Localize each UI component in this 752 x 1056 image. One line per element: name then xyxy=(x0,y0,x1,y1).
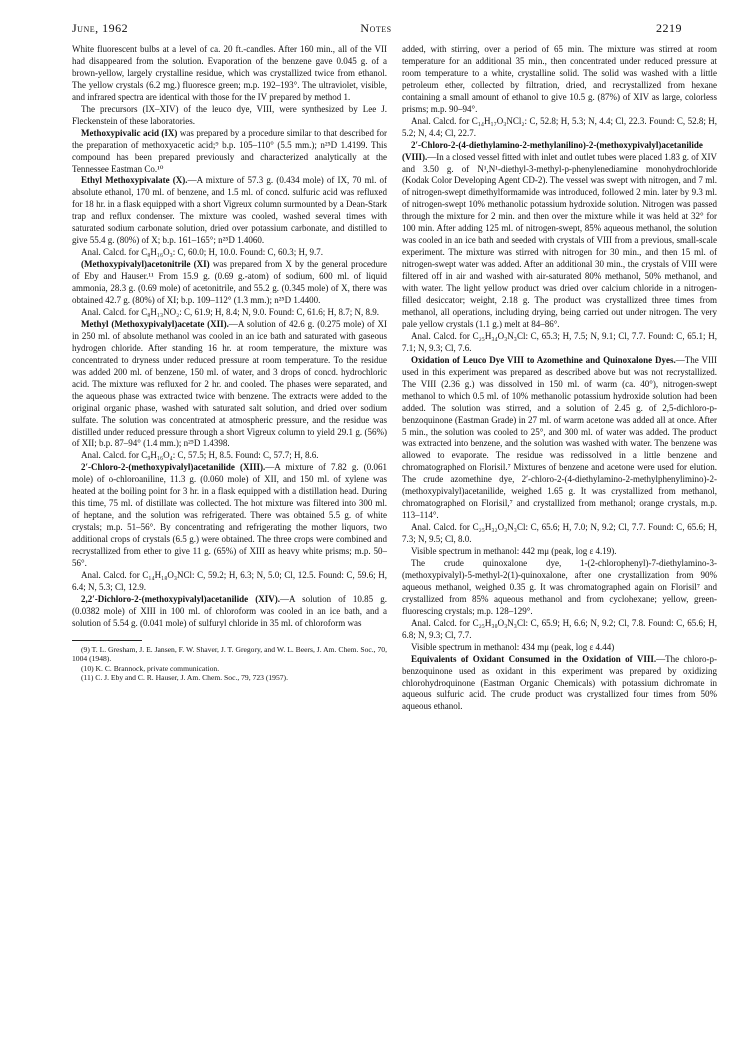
paragraph-text: was prepared by a procedure similar to that described for the preparation of methoxyacetic acid;⁹ b.p. 105–110° (5.5 mm.); n²⁵D 1.4199. This compound has been prepared previously and characterized analytically at the Tennessee Eastman Co.¹⁰ xyxy=(72,127,387,174)
running-header-date: June, 1962 xyxy=(72,21,129,35)
paragraph-text: Anal. Calcd. for C₂₅H₃₀O₃N₃Cl: C, 65.9; H, 6.6; N, 9.2; Cl, 7.8. Found: C, 65.6; H, 6.8; N, 9.3; Cl, 7.7. xyxy=(402,617,717,640)
paragraph-text: Anal. Calcd. for C₂₅H₃₂O₃N₃Cl: C, 65.6; H, 7.0; N, 9.2; Cl, 7.7. Found: C, 65.6; H, 7.3; N, 9.5; Cl, 8.0. xyxy=(402,522,717,545)
paragraph-text: Anal. Calcd. for C₁₄H₁₇O₃NCl₂: C, 52.8; H, 5.3; N, 4.4; Cl, 22.3. Found: C, 52.8; H, 5.2; N, 4.4; Cl, 22.7. xyxy=(402,115,717,138)
footnote: (11) C. J. Eby and C. R. Hauser, J. Am. Chem. Soc., 79, 723 (1957). xyxy=(81,673,288,683)
paragraph-text: White fluorescent bulbs at a level of ca. 20 ft.-candles. After 160 min., all of the VII had disappeared from the solution. Evaporation of the benzene gave 0.045 g. of a brown-yellow, largely crystalline residue, which was crystallized twice from ethanol. The yellow crystals (6.2 mg.) fluoresce green; m.p. 192–193°. The ultraviolet, visible, and infrared spectra are identical with those for the IV prepared by method 1. xyxy=(72,44,387,102)
paragraph-text: The precursors (IX–XIV) of the leuco dye, VIII, were synthesized by Lee J. Fleckenstein of these laboratories. xyxy=(72,103,387,126)
paragraph-text: —The chloro-p-benzoquinone used as oxidant in this experiment was prepared by oxidizing chlorohydroquinone (Eastman Organic Chemicals) with potassium dichromate in aqueous sulfuric acid. The crude product was crystallized four times from 50% aqueous ethanol. xyxy=(402,653,717,712)
body-paragraph xyxy=(72,44,387,104)
analysis-paragraph xyxy=(72,450,387,462)
analysis-paragraph xyxy=(72,247,387,259)
left-column xyxy=(72,44,387,1044)
paragraph-heading: Oxidation of Leuco Dye VIII to Azomethine and Quinoxalone Dyes. xyxy=(411,354,676,365)
body-paragraph xyxy=(72,128,387,176)
body-paragraph xyxy=(402,546,717,558)
paragraph-text: —In a closed vessel fitted with inlet and outlet tubes were placed 1.83 g. of XIV and 3.50 g. of N¹,N¹-diethyl-3-methyl-p-phenylenediamine monohydrochloride (Kodak Color Developing Agent CD-2). The vessel was swept with nitrogen, and 7 ml. of nitrogen-swept dimethylformamide was introduced, followed 2 min. later by 9.3 ml. of nitrogen-swept 10% methanolic potassium hydroxide solution. Nitrogen was passed through the mixture for 2 min. and then over the mixture while it was held at 32° for 100 min. After adding 125 ml. of nitrogen-swept, 85% aqueous methanol, the solution was cooled in an ice bath and seeded with crystals of VIII from a previous, small-scale experiment. The mixture was stirred with nitrogen for 30 min., and then 15 ml. of nitrogen-swept water was added. After an additional 30 min., the crystals of VIII were filtered off in air and washed with air-saturated 80% methanol, 50% methanol, and with water. The light yellow product was dried over calcium chloride in a nitrogen-filled desiccator; weight, 2.18 g. The product was crystallized three times from methanol, all operations, including drying, being carried out under nitrogen. The very pale yellow crystals (1.1 g.) melt at 84–86°. xyxy=(402,151,717,329)
paragraph-text: Visible spectrum in methanol: 442 mμ (peak, log ε 4.19). xyxy=(411,546,617,557)
paragraph-text: Anal. Calcd. for C₈H₁₃NO₂: C, 61.9; H, 8.4; N, 9.0. Found: C, 61.6; H, 8.7; N, 8.9. xyxy=(81,306,380,317)
paragraph-text: —A mixture of 57.3 g. (0.434 mole) of IX, 70 ml. of absolute ethanol, 170 ml. of benzene, and 1.5 ml. of concd. sulfuric acid was refluxed for 18 hr. in a flask equipped with a short Vigreux column surmounted by a Dean-Stark trap and reflux condenser. The mixture was cooled, washed several times with saturated sodium carbonate solution, dried over potassium carbonate, and distilled to give 55.4 g. (80%) of X; b.p. 161–165°; n²⁵D 1.4060. xyxy=(72,175,387,246)
paragraph-text: Visible spectrum in methanol: 434 mμ (peak, log ε 4.44) xyxy=(411,641,615,652)
body-paragraph xyxy=(72,462,387,570)
paragraph-heading: 2,2′-Dichloro-2-(methoxypivalyl)acetanilide (XIV). xyxy=(81,593,280,604)
paragraph-text: —A mixture of 7.82 g. (0.061 mole) of o-chloroaniline, 11.3 g. (0.060 mole) of XII, and 150 ml. of xylene was heated at the boiling point for 3 hr. in a flask equipped with a distillation head. During this time, 75 ml. of distillate was collected. The hot mixture was filtered into 300 ml. of heptane, and the solution was refrigerated. There was obtained 5.5 g. of white crystals; m.p. 51–56°. By concentrating and refrigerating the mother liquors, two additional crops of crystals (6.5 g.) were obtained. The three crops were combined and recrystallized from ether to give 11 g. (65%) of XIII as heavy white prisms; m.p. 50–56°. xyxy=(72,462,387,568)
body-paragraph xyxy=(72,104,387,128)
paragraph-heading: Methoxypivalic acid (IX) xyxy=(81,127,178,138)
body-paragraph xyxy=(402,44,717,116)
paragraph-heading: Methyl (Methoxypivalyl)acetate (XII). xyxy=(81,318,229,329)
analysis-paragraph xyxy=(72,307,387,319)
paragraph-text: Anal. Calcd. for C₉H₁₆O₄: C, 57.5; H, 8.5. Found: C, 57.7; H, 8.6. xyxy=(81,450,319,461)
paragraph-text: Anal. Calcd. for C₁₄H₁₈O₃NCl: C, 59.2; H, 6.3; N, 5.0; Cl, 12.5. Found: C, 59.6; H, 6.4; N, 5.3; Cl, 12.9. xyxy=(72,569,387,592)
paragraph-text: Anal. Calcd. for C₂₅H₃₄O₃N₃Cl: C, 65.3; H, 7.5; N, 9.1; Cl, 7.7. Found: C, 65.1; H, 7.1; N, 9.3; Cl, 7.6. xyxy=(402,330,717,353)
footnote: (10) K. C. Brannock, private communication. xyxy=(81,663,220,673)
body-paragraph xyxy=(72,594,387,630)
paragraph-heading: 2′-Chloro-2-(methoxypivalyl)acetanilide (XIII). xyxy=(81,462,266,473)
analysis-paragraph xyxy=(402,618,717,642)
analysis-paragraph xyxy=(402,522,717,546)
paragraph-text: The crude quinoxalone dye, 1-(2-chlorophenyl)-7-diethylamino-3-(methoxypivalyl)-5-methyl-2(1)-quinoxalone, after one crystallization from 90% aqueous methanol, weighed 0.35 g. It was chromatographed again on Florisil⁷ and crystallized from 85% aqueous methanol and from cyclohexane; yellow, green-fluorescing crystals; m.p. 128–129°. xyxy=(402,557,717,616)
paragraph-heading: 2′-Chloro-2-(4-diethylamino-2-methylanilino)-2-(methoxypivalyl)acetanilide (VIII). xyxy=(402,139,703,162)
body-paragraph xyxy=(402,558,717,618)
body-paragraph xyxy=(72,259,387,307)
body-paragraph xyxy=(402,642,717,654)
body-paragraph xyxy=(72,175,387,247)
paragraph-heading: (Methoxypivalyl)acetonitrile (XI) xyxy=(81,259,210,270)
body-paragraph xyxy=(402,654,717,714)
footnote-rule xyxy=(72,640,142,641)
body-paragraph xyxy=(402,355,717,522)
body-paragraph xyxy=(402,140,717,331)
paragraph-text: —A solution of 42.6 g. (0.275 mole) of XI in 250 ml. of absolute methanol was cooled in an ice bath and saturated with gaseous hydrogen chloride. After standing 16 hr. at room temperature, the mixture was concentrated to dryness under reduced pressure at room temperature. To the residue was added 200 ml. of benzene, 150 ml. of water, and 3 drops of concd. hydrochloric acid. The mixture was refluxed for 2 hr. and cooled. The phases were separated, and the aqueous phase was extracted twice with benzene. The extracts were added to the original organic phase, washed with saturated salt solution, and dried over sodium sulfate. The solution was concentrated at atmospheric pressure, and the residue was distilled under reduced pressure through a short Vigreux column to yield 29.1 g. (56%) of XII; b.p. 87–94° (1.4 mm.); n²⁵D 1.4398. xyxy=(72,318,387,449)
paragraph-text: added, with stirring, over a period of 65 min. The mixture was stirred at room temperature for an additional 35 min., then concentrated under reduced pressure at room temperature to a white, crystalline solid. The solid was washed with a little petroleum ether, collected by filtration, dried, and recrystallized from hexane containing a small amount of ethanol to give 10.5 g. (87%) of XIV as large, colorless prisms; m.p. 90–94°. xyxy=(402,44,717,114)
body-paragraph xyxy=(72,319,387,450)
paragraph-text: Anal. Calcd. for C₈H₁₆O₃: C, 60.0; H, 10.0. Found: C, 60.3; H, 9.7. xyxy=(81,247,324,258)
analysis-paragraph xyxy=(72,570,387,594)
right-column xyxy=(402,44,717,1044)
running-header-section: Notes xyxy=(360,21,392,35)
analysis-paragraph xyxy=(402,116,717,140)
footnote: (9) T. L. Gresham, J. E. Jansen, F. W. Shaver, J. T. Gregory, and W. L. Beers, J. Am. Chem. Soc., 70, 1004 (1948). xyxy=(72,644,387,664)
paragraph-text: —The VIII used in this experiment was prepared as described above but was not recrystallized. The VIII (2.36 g.) was dissolved in 150 ml. of warm (ca. 40°), nitrogen-swept methanol to which 0.5 ml. of 10% methanolic potassium hydroxide solution had been added. The solution was stirred, and a solution of 2.45 g. of 2,5-dichloro-p-benzoquinone (Eastman Grade) in 27 ml. of warm acetone was added all at once. After 5 min., the solution was cooled to 25°, and 300 ml. of water was added. The product was extracted into benzene, and the solution was washed with water. The benzene was allowed to evaporate. The residue was redissolved in a little benzene and chromatographed on Florisil.⁷ Mixtures of benzene and acetone were used for elution. The crude azomethine dye, 2′-chloro-2-(4-diethylamino-2-methylphenylimino)-2-(methoxypivalyl)acetanilide, weighed 1.65 g. It was crystallized from methanol, chromatographed on Florisil,⁷ and crystallized from methanol; orange crystals, m.p. 113–114°. xyxy=(402,354,717,521)
paragraph-text: —A solution of 10.85 g. (0.0382 mole) of XIII in 100 ml. of chloroform was cooled in an ice bath, and a solution of 5.54 g. (0.041 mole) of sulfuryl chloride in 35 ml. of chloroform was xyxy=(72,593,387,628)
paragraph-heading: Ethyl Methoxypivalate (X). xyxy=(81,175,188,186)
page-number: 2219 xyxy=(656,21,682,35)
paragraph-heading: Equivalents of Oxidant Consumed in the Oxidation of VIII. xyxy=(411,653,657,664)
paragraph-text: was prepared from X by the general procedure of Eby and Hauser.¹¹ From 15.9 g. (0.69 g.-atom) of sodium, 600 ml. of liquid ammonia, 28.3 g. (0.69 mole) of acetonitrile, and 55.2 g. (0.345 mole) of X, there was obtained 42.7 g. (80%) of XI; b.p. 109–112° (1.3 mm.); n²⁵D 1.4400. xyxy=(72,259,387,306)
analysis-paragraph xyxy=(402,331,717,355)
